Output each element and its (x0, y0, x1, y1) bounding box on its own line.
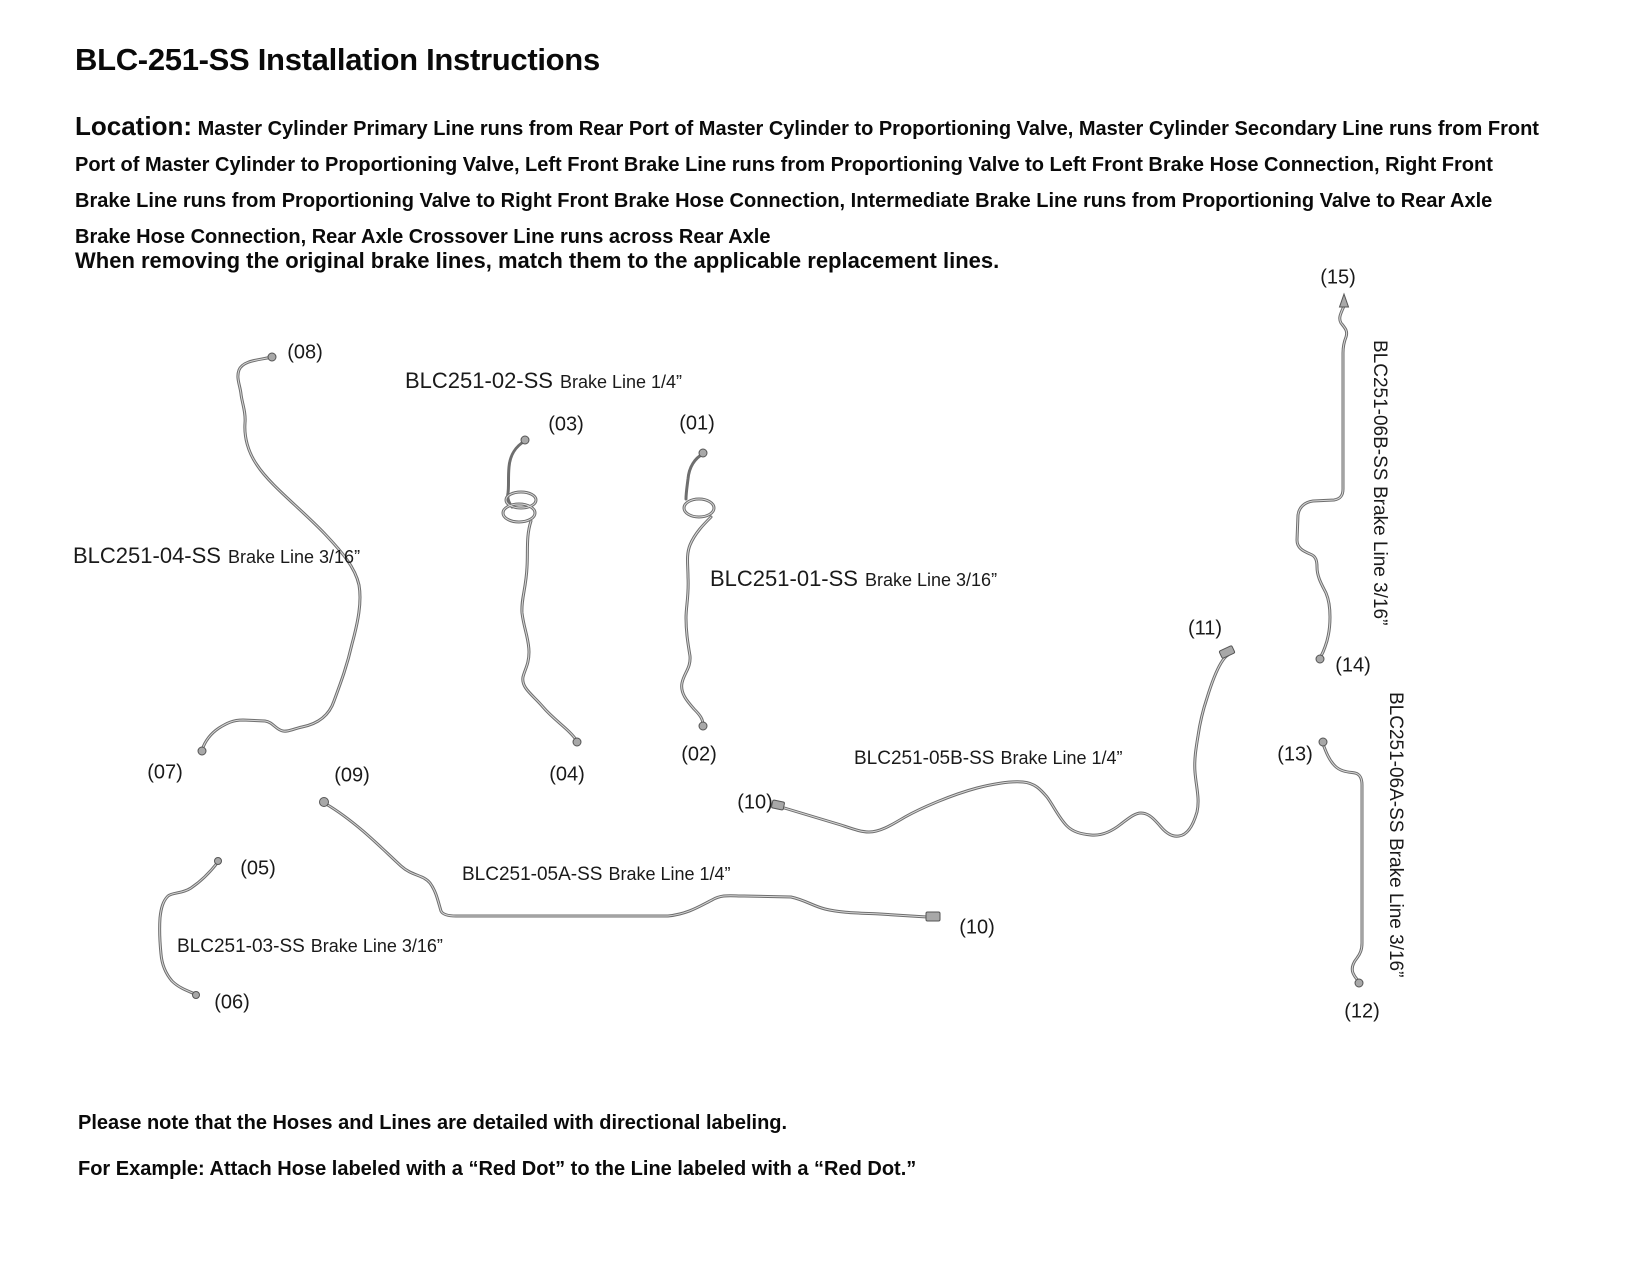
fitting-14 (1316, 655, 1324, 663)
page-title: BLC-251-SS Installation Instructions (75, 42, 600, 77)
fitting-08 (268, 353, 276, 361)
fitting-03 (521, 436, 529, 444)
part-label-blc251-05a-ss (462, 864, 731, 886)
fitting-01 (699, 449, 707, 457)
part-desc: Brake Line 1/4” (559, 372, 683, 392)
part-number: BLC251-03-SS (177, 936, 305, 957)
callout-13: (13) (1277, 743, 1313, 766)
callout-15: (15) (1320, 266, 1356, 289)
match-instruction: When removing the original brake lines, match them to the applicable replacement lines. (75, 248, 1000, 273)
part-label-blc251-02-ss (405, 368, 682, 394)
part-desc: Brake Line 3/16” (864, 570, 998, 590)
part-desc: Brake Line 1/4” (1000, 748, 1123, 768)
part-label-blc251-01-ss (710, 566, 997, 592)
part-label-blc251-06a-ss (1384, 692, 1406, 978)
part-number: BLC251-06A-SS (1385, 692, 1406, 833)
callout-10-b: (10) (959, 916, 995, 939)
part-number: BLC251-05A-SS (462, 864, 603, 885)
brake-line-05b-path (771, 645, 1235, 836)
callout-02: (02) (681, 743, 717, 766)
callout-11: (11) (1187, 617, 1223, 640)
fitting-04 (573, 738, 581, 746)
callout-14: (14) (1335, 654, 1371, 677)
part-label-blc251-06b-ss (1368, 340, 1390, 626)
part-number: BLC251-04-SS (73, 543, 221, 568)
part-number: BLC251-01-SS (710, 566, 858, 591)
fitting-10-left (771, 800, 784, 810)
callout-12: (12) (1344, 1000, 1380, 1023)
location-label: Location: (75, 111, 192, 141)
fitting-15-arrow (1340, 294, 1349, 307)
callout-06: (06) (214, 991, 250, 1014)
part-desc: Brake Line 3/16” (1385, 838, 1406, 978)
callout-09: (09) (334, 764, 370, 787)
fitting-13 (1319, 738, 1327, 746)
part-number: BLC251-02-SS (405, 368, 553, 393)
fitting-06 (193, 992, 200, 999)
callout-05: (05) (240, 857, 276, 880)
brake-line-05a-path (320, 798, 941, 922)
fitting-11 (1219, 645, 1235, 658)
callout-08: (08) (287, 341, 323, 364)
callout-01: (01) (679, 412, 715, 435)
fitting-10-right (926, 912, 940, 921)
brake-line-02-path (503, 436, 581, 746)
callout-04: (04) (549, 763, 585, 786)
part-desc: Brake Line 3/16” (227, 547, 361, 567)
location-text: Master Cylinder Primary Line runs from Rear Port of Master Cylinder to Proportioning Valve, Master Cylinder Secondary Line runs from Front Port of Master Cylinder to Proportioning Valve, Left Front Brake Line runs from Proportioning Valve to Left Front Brake Hose Connection, Right Front Brake Line runs from Proportioning Valve to Right Front Brake Hose Connection, Intermediate Brake Line runs from Proportioning Valve to Rear Axle Brake Hose Connection, Rear Axle Crossover Line runs across Rear Axle (75, 118, 1539, 248)
brake-line-03-path (160, 858, 222, 999)
brake-line-06b-path (1297, 294, 1349, 663)
callout-10-a: (10) (737, 791, 773, 814)
fitting-02 (699, 722, 707, 730)
part-desc: Brake Line 1/4” (608, 864, 731, 884)
fitting-05 (215, 858, 222, 865)
part-desc: Brake Line 3/16” (310, 936, 443, 956)
fitting-09 (320, 798, 329, 807)
part-label-blc251-04-ss (73, 543, 360, 569)
part-number: BLC251-05B-SS (854, 748, 995, 769)
part-desc: Brake Line 3/16” (1369, 486, 1390, 626)
part-number: BLC251-06B-SS (1369, 340, 1390, 481)
callout-07: (07) (147, 761, 183, 784)
note-red-dot-example: For Example: Attach Hose labeled with a “Red Dot” to the Line labeled with a “Red Dot.” (78, 1158, 917, 1180)
brake-line-06a-path (1319, 738, 1363, 987)
fitting-07 (198, 747, 206, 755)
note-directional-labeling: Please note that the Hoses and Lines are detailed with directional labeling. (78, 1112, 788, 1134)
part-label-blc251-05b-ss (854, 748, 1123, 770)
fitting-12 (1355, 979, 1363, 987)
callout-03: (03) (548, 413, 584, 436)
part-label-blc251-03-ss (177, 936, 443, 958)
